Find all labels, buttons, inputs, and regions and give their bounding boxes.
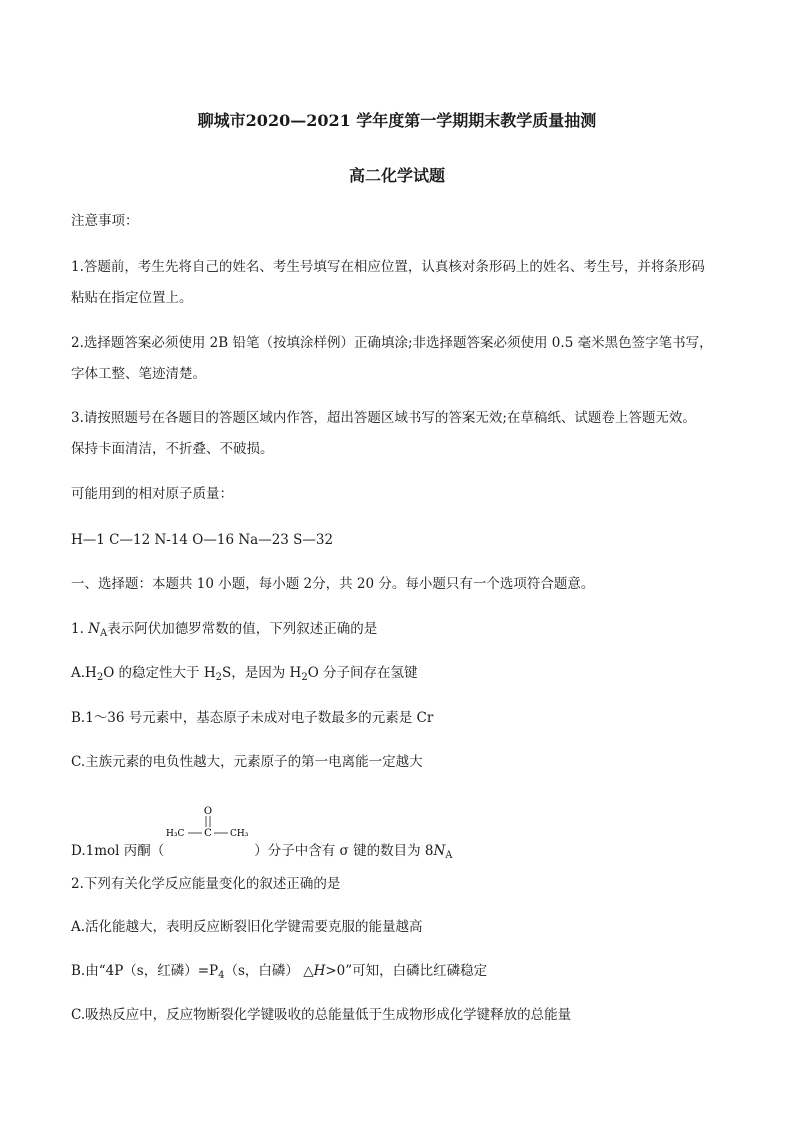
atomic-mass-values: H—1 C—12 N-14 O—16 Na—23 S—32 [71, 532, 334, 548]
question-1-option-c: C.主族元素的电负性越大，元素原子的第一电离能一定越大 [71, 754, 423, 770]
acetone-oxygen-label: O [204, 806, 213, 817]
exam-title: 聊城市2020—2021 学年度第一学期期末教学质量抽测 [197, 111, 597, 130]
atomic-mass-heading: 可能用到的相对原子质量： [71, 486, 233, 502]
note-3-line-2: 保持卡面清洁，不折叠、不破损。 [71, 441, 274, 457]
acetone-structure [164, 806, 254, 861]
question-1-option-a: $A.H_2O$ 的稳定性大于 $H_2S$，是因为 $H_2O$ 分子间存在氢键 [71, 665, 418, 683]
question-2-option-a: A.活化能越大，表明反应断裂旧化学键需要克服的能量越高 [71, 919, 423, 935]
question-1-option-b: B.1～36 号元素中，基态原子未成对电子数最多的元素是 Cr [71, 710, 434, 726]
question-2-option-b: B.由“4P（s，红磷）$=P_4(s$，白磷） △H>0”可知，白磷比红磷稳定 [71, 963, 488, 981]
note-3-line-1: 3.请按照题号在各题目的答题区域内作答，超出答题区域书写的答案无效;在草稿纸、试题卷上答题无效。 [71, 410, 696, 426]
question-2-option-c: C.吸热反应中，反应物断裂化学键吸收的总能量低于生成物形成化学键释放的总能量 [71, 1007, 572, 1023]
acetone-carbonyl-carbon: C [204, 828, 213, 839]
acetone-methyl-right: CH₃ [230, 829, 249, 839]
note-2-line-2: 字体工整、笔迹清楚。 [71, 366, 206, 382]
question-2-stem: 2.下列有关化学反应能量变化的叙述正确的是 [71, 876, 341, 892]
acetone-methyl-left: H₃C [166, 829, 185, 839]
notes-heading: 注意事项： [71, 213, 139, 229]
section-1-heading: 一、选择题：本题共 10 小题，每小题 2分，共 20 分。每小题只有一个选项符合题意。 [71, 576, 595, 592]
note-1-line-2: 粘贴在指定位置上。 [71, 290, 193, 306]
question-1-option-d: D.1mol 丙酮（ O H₃C C CH₃ ）分子中含有 σ 键的数目为 $8N_A$ [71, 806, 453, 861]
question-1-stem: 1. $N_A$表示阿伏加德罗常数的值，下列叙述正确的是 [71, 621, 378, 639]
note-2-line-1: 2.选择题答案必须使用 2B 铅笔（按填涂样例）正确填涂;非选择题答案必须使用 0.5 毫米黑色签字笔书写， [71, 335, 713, 351]
note-1-line-1: 1.答题前，考生先将自己的姓名、考生号填写在相应位置，认真核对条形码上的姓名、考生号，并将条形码 [71, 259, 705, 275]
exam-subtitle: 高二化学试题 [348, 166, 445, 185]
acetone-structure-drawing [164, 805, 254, 845]
